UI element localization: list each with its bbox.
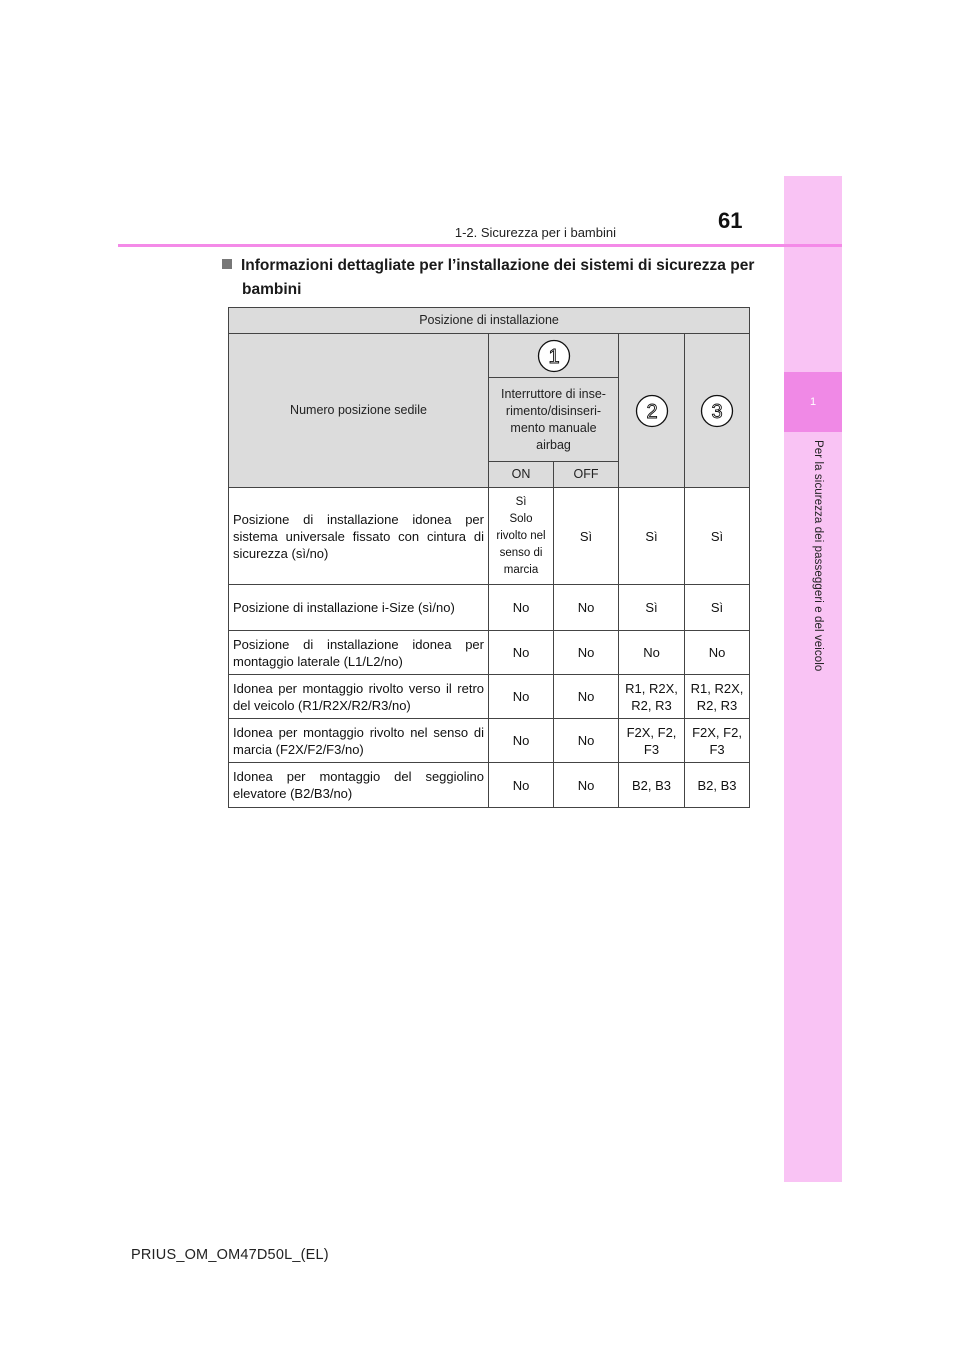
cell-off: Sì bbox=[554, 488, 619, 585]
chapter-title-vertical: Per la sicurezza dei passeggeri e del veicolo bbox=[812, 440, 824, 672]
cell-on: No bbox=[489, 763, 554, 808]
seat-1-header bbox=[489, 334, 619, 378]
cell-off: No bbox=[554, 585, 619, 631]
cell-seat-2 bbox=[619, 719, 685, 763]
row-label: Idonea per montaggio del seggiolino elevatore (B2/B3/no) bbox=[229, 763, 489, 808]
row-label: Idonea per montaggio rivolto verso il retro del veicolo (R1/R2X/R2/R3/no) bbox=[229, 675, 489, 719]
section-heading bbox=[222, 254, 762, 302]
seat-2-header bbox=[619, 334, 685, 488]
table-row bbox=[229, 488, 750, 585]
cell-seat-3 bbox=[685, 675, 750, 719]
seat-number-3-icon bbox=[700, 394, 734, 428]
heading-text-1: Informazioni dettagliate per l’installazione dei sistemi di sicurezza per bbox=[241, 257, 755, 274]
cell-off: No bbox=[554, 631, 619, 675]
cell-seat-2: No bbox=[619, 631, 685, 675]
cell-on: No bbox=[489, 631, 554, 675]
child-seat-table bbox=[228, 307, 750, 808]
cell-on: No bbox=[489, 675, 554, 719]
cell-seat-2: Sì bbox=[619, 585, 685, 631]
cell-line: Sì bbox=[515, 495, 527, 508]
row-label: Posizione di installazione idonea per montaggio laterale (L1/L2/no) bbox=[229, 631, 489, 675]
cell-on bbox=[489, 488, 554, 585]
header-rule bbox=[118, 244, 842, 247]
table-row bbox=[229, 719, 750, 763]
cell-on: No bbox=[489, 585, 554, 631]
cell-on: No bbox=[489, 719, 554, 763]
section-title: 1-2. Sicurezza per i bambini bbox=[454, 225, 616, 240]
cell-line: R1, R2X, bbox=[625, 680, 678, 696]
cell-line: R2, R3 bbox=[631, 697, 672, 713]
cell-line: Solo bbox=[509, 512, 533, 525]
cell-off: No bbox=[554, 675, 619, 719]
cell-line: F3 bbox=[643, 741, 660, 757]
svg-text:3: 3 bbox=[711, 400, 723, 423]
svg-text:1: 1 bbox=[547, 345, 560, 368]
cell-seat-3: Sì bbox=[685, 488, 750, 585]
cell-line: marcia bbox=[503, 563, 539, 576]
cell-line: F2X, F2, bbox=[692, 724, 742, 740]
row-label: Idonea per montaggio rivolto nel senso di marcia (F2X/F2/F3/no) bbox=[229, 719, 489, 763]
page-number: 61 bbox=[718, 208, 743, 233]
cell-seat-2 bbox=[619, 675, 685, 719]
airbag-switch-header bbox=[489, 378, 619, 462]
airbag-on-header: ON bbox=[489, 462, 554, 488]
cell-seat-3 bbox=[685, 719, 750, 763]
cell-line: R2, R3 bbox=[696, 697, 738, 713]
square-bullet-icon bbox=[222, 259, 232, 269]
header-installation-position: Posizione di installazione bbox=[229, 308, 750, 334]
row-label: Posizione di installazione idonea per sistema universale fissato con cintura di sicurezza (sì/no) bbox=[229, 488, 489, 585]
seat-number-1-icon bbox=[537, 339, 571, 373]
cell-seat-3: Sì bbox=[685, 585, 750, 631]
cell-off: No bbox=[554, 763, 619, 808]
cell-off: No bbox=[554, 719, 619, 763]
row-label: Posizione di installazione i-Size (sì/no) bbox=[229, 585, 489, 631]
table-row bbox=[229, 631, 750, 675]
cell-seat-3: B2, B3 bbox=[685, 763, 750, 808]
chapter-tab bbox=[784, 372, 842, 432]
cell-seat-2: B2, B3 bbox=[619, 763, 685, 808]
cell-line: senso di bbox=[499, 546, 543, 559]
svg-text:2: 2 bbox=[645, 400, 658, 423]
document-code: PRIUS_OM_OM47D50L_(EL) bbox=[131, 1247, 329, 1263]
seat-3-header bbox=[685, 334, 750, 488]
cell-line: R1, R2X, bbox=[690, 680, 744, 696]
heading-line-1 bbox=[222, 254, 762, 278]
cell-line: F2X, F2, bbox=[626, 724, 677, 740]
switch-label-line: mento manuale bbox=[510, 420, 597, 435]
cell-line: rivolto nel bbox=[496, 529, 546, 542]
airbag-off-header: OFF bbox=[554, 462, 619, 488]
cell-seat-3: No bbox=[685, 631, 750, 675]
switch-label-line: airbag bbox=[536, 437, 571, 452]
seat-number-2-icon bbox=[635, 394, 669, 428]
chapter-tab-number: 1 bbox=[809, 396, 817, 408]
table-row bbox=[229, 763, 750, 808]
heading-line-2: bambini bbox=[242, 281, 302, 298]
cell-seat-2: Sì bbox=[619, 488, 685, 585]
table-row bbox=[229, 585, 750, 631]
switch-label-line: Interruttore di inse- bbox=[501, 386, 606, 401]
cell-line: F3 bbox=[709, 741, 725, 757]
header-seat-number: Numero posizione sedile bbox=[229, 334, 489, 488]
table-row bbox=[229, 675, 750, 719]
switch-label-line: rimento/disinseri- bbox=[505, 403, 602, 418]
